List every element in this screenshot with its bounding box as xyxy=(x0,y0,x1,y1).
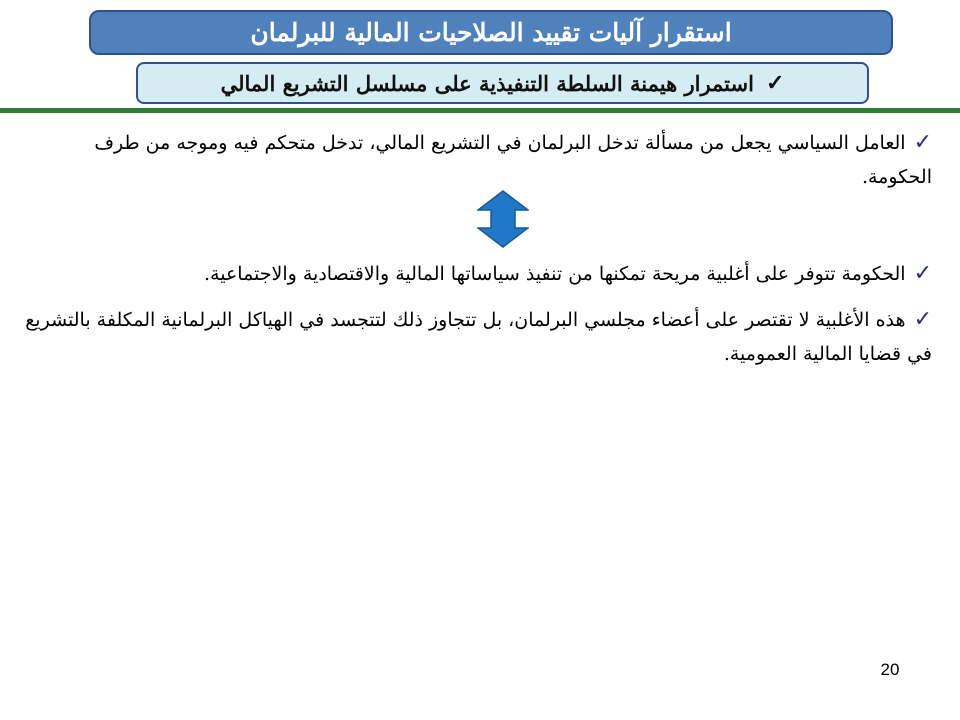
bullet-item xyxy=(22,257,932,291)
bullet-text: هذه الأغلبية لا تقتصر على أعضاء مجلسي البرلمان، بل تتجاوز ذلك لتتجسد في الهياكل البرلمانية المكلفة بالتشريع في قضايا المالية العمومية. xyxy=(25,309,932,365)
bullet-item xyxy=(22,126,932,194)
bullet-item xyxy=(22,303,932,371)
check-icon: ✓ xyxy=(913,261,932,286)
slide-subtitle-box xyxy=(136,62,869,104)
divider-line xyxy=(0,108,960,113)
check-icon: ✓ xyxy=(913,130,932,155)
check-icon: ✓ xyxy=(913,307,932,332)
up-down-arrow-icon xyxy=(477,190,529,248)
bullet-text: الحكومة تتوفر على أغلبية مريحة تمكنها من تنفيذ سياساتها المالية والاقتصادية والاجتماعية. xyxy=(203,263,906,285)
page-number: 20 xyxy=(880,660,900,679)
check-icon: ✓ xyxy=(765,70,785,96)
slide-title-box xyxy=(89,10,893,55)
bullet-text: العامل السياسي يجعل من مسألة تدخل البرلمان في التشريع المالي، تدخل متحكم فيه وموجه من طرف الحكومة. xyxy=(94,132,932,188)
slide-title: استقرار آليات تقييد الصلاحيات المالية للبرلمان xyxy=(250,18,732,47)
slide-subtitle: استمرار هيمنة السلطة التنفيذية على مسلسل التشريع المالي xyxy=(220,70,754,96)
